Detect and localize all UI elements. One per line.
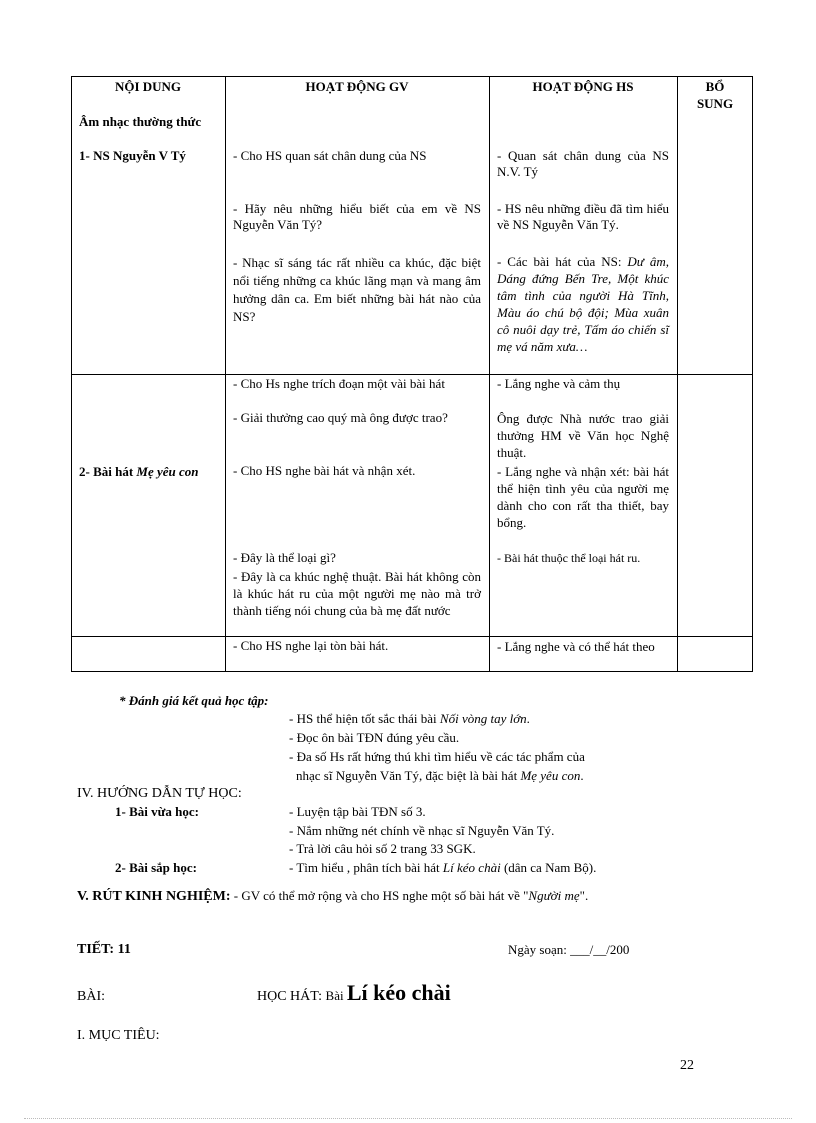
header-hs-text: HOẠT ĐỘNG HS bbox=[532, 79, 634, 94]
header-gv-text: HOẠT ĐỘNG GV bbox=[305, 79, 409, 94]
r2-gv-3: - Cho HS nghe bài hát và nhận xét. bbox=[233, 463, 416, 478]
r3-hs: - Lắng nghe và có thể hát theo bbox=[497, 639, 655, 654]
r2-hs-4: - Bài hát thuộc thể loại hát ru. bbox=[497, 551, 641, 565]
r2-hs-3: - Lắng nghe và nhận xét: bài hát thể hiện tình yêu của người mẹ dành cho con rất tha thiết, bay bổng. bbox=[497, 464, 669, 530]
guide-learned-3: - Trả lời câu hỏi số 2 trang 33 SGK. bbox=[289, 841, 476, 856]
r2-gv-2: - Giải thưởng cao quý mà ông được trao? bbox=[233, 410, 448, 425]
r2-gv-4: - Đây là thể loại gì? bbox=[233, 550, 336, 565]
r1-gv-2: - Hãy nêu những hiểu biết của em về NS Nguyễn Văn Tý? bbox=[233, 201, 481, 232]
header-noi-dung-text: NỘI DUNG bbox=[114, 79, 182, 94]
objectives-heading: I. MỤC TIÊU: bbox=[77, 1028, 160, 1043]
lesson-title-line: HỌC HÁT: Bài Lí kéo chài bbox=[257, 980, 451, 1005]
section2-item: 2- Bài hát Mẹ yêu con bbox=[79, 464, 199, 479]
r1-gv-1: - Cho HS quan sát chân dung của NS bbox=[233, 148, 427, 163]
period-label: TIẾT: 11 bbox=[77, 942, 131, 957]
header-bs-text: BỔ SUNG bbox=[696, 79, 734, 111]
assessment-line-4: nhạc sĩ Nguyễn Văn Tý, đặc biệt là bài hát Mẹ yêu con. bbox=[296, 768, 584, 783]
bai-label: BÀI: bbox=[77, 989, 105, 1004]
guide-learned-1: - Luyện tập bài TĐN số 3. bbox=[289, 804, 426, 819]
r1-hs-2: - HS nêu những điều đã tìm hiểu về NS Nguyễn Văn Tý. bbox=[497, 201, 669, 232]
section1-item: 1- NS Nguyễn V Tý bbox=[79, 148, 186, 163]
section1-title: Âm nhạc thường thức bbox=[79, 114, 202, 129]
assessment-line-3: - Đa số Hs rất hứng thú khi tìm hiểu về các tác phẩm của bbox=[289, 749, 585, 764]
lesson-title: Lí kéo chài bbox=[346, 980, 451, 1005]
assessment-line-2: - Đọc ôn bài TĐN đúng yêu cầu. bbox=[289, 730, 460, 745]
r2-hs-2: Ông được Nhà nước trao giải thưởng HM về Văn học Nghệ thuật. bbox=[497, 411, 669, 460]
guide-learned-2: - Nắm những nét chính về nhạc sĩ Nguyễn Văn Tý. bbox=[289, 823, 555, 838]
r2-hs-1: - Lắng nghe và cảm thụ bbox=[497, 376, 621, 391]
r1-gv-3: - Nhạc sĩ sáng tác rất nhiều ca khúc, đặc biệt nổi tiếng những ca khúc lãng mạn và mang âm hưởng dân ca. Em biết những bài hát nào của NS? bbox=[233, 255, 481, 324]
table-body bbox=[71, 76, 754, 673]
guide-heading: IV. HƯỚNG DẪN TỰ HỌC: bbox=[77, 786, 242, 801]
r1-hs-3: - Các bài hát của NS: Dư âm, Dáng đứng Bến Tre, Một khúc tâm tình của người Hà Tĩnh, Màu áo chú bộ đội; Mùa xuân cô nuôi dạy trẻ, Tấm áo chiến sĩ mẹ vá năm xưa… bbox=[497, 254, 669, 354]
assessment-title: * Đánh giá kết quả học tập: bbox=[119, 693, 269, 708]
experience: V. RÚT KINH NGHIỆM: - GV có thể mở rộng và cho HS nghe một số bài hát về "Người mẹ". bbox=[77, 888, 589, 904]
r3-gv: - Cho HS nghe lại tòn bài hát. bbox=[233, 638, 389, 653]
date-label: Ngày soạn: ___/__/200 bbox=[508, 942, 630, 957]
page-number: 22 bbox=[680, 1058, 694, 1073]
assessment-line-1: - HS thể hiện tốt sắc thái bài Nối vòng tay lớn. bbox=[289, 711, 530, 726]
guide-next: - Tìm hiểu , phân tích bài hát Lí kéo chài (dân ca Nam Bộ). bbox=[289, 860, 597, 875]
r2-gv-5: - Đây là ca khúc nghệ thuật. Bài hát không còn là khúc hát ru của một người mẹ nào mà trở thành tiếng nói chung của bà mẹ đất nước bbox=[233, 569, 481, 618]
guide-learned-label: 1- Bài vừa học: bbox=[115, 804, 199, 819]
page-bottom-rule bbox=[24, 1118, 792, 1119]
r2-gv-1: - Cho Hs nghe trích đoạn một vài bài hát bbox=[233, 376, 445, 391]
guide-next-label: 2- Bài sắp học: bbox=[115, 860, 197, 875]
r1-hs-1: - Quan sát chân dung của NS N.V. Tý bbox=[497, 148, 669, 179]
